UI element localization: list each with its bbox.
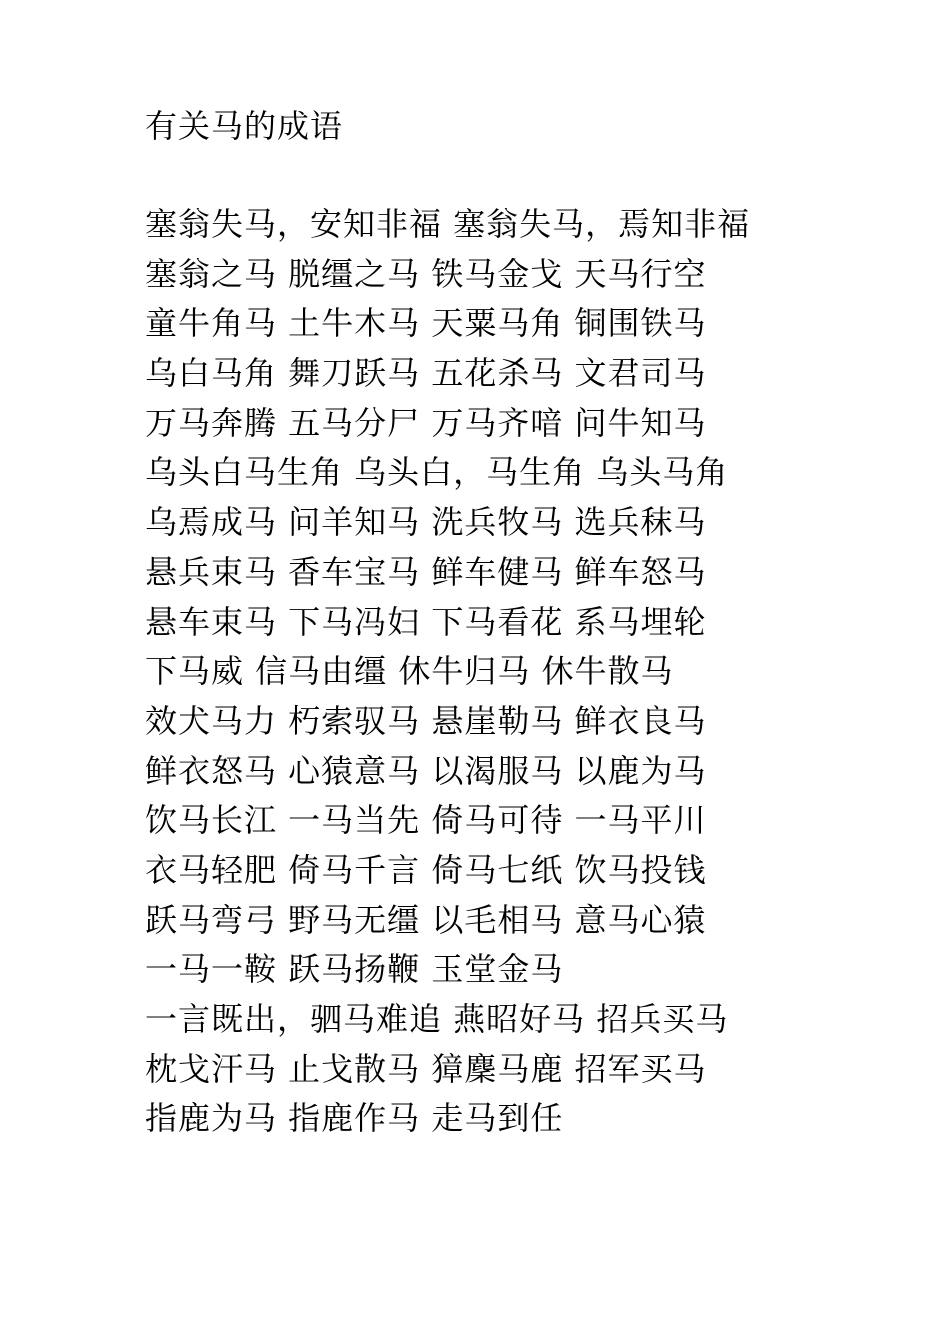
idiom-line: 乌白马角 舞刀跃马 五花杀马 文君司马: [145, 354, 707, 393]
idiom-line: 指鹿为马 指鹿作马 走马到任: [145, 1099, 564, 1138]
idiom-line: 一马一鞍 跃马扬鞭 玉堂金马: [145, 950, 564, 989]
idiom-line: 衣马轻肥 倚马千言 倚马七纸 饮马投钱: [145, 850, 707, 889]
idiom-line: 塞翁失马，安知非福 塞翁失马，焉知非福: [145, 205, 751, 243]
idiom-line: 万马奔腾 五马分尸 万马齐喑 问牛知马: [145, 403, 707, 442]
idiom-line: 悬车束马 下马冯妇 下马看花 系马埋轮: [145, 602, 707, 641]
idiom-line: 饮马长江 一马当先 倚马可待 一马平川: [145, 801, 707, 840]
idiom-line: 一言既出，驷马难追 燕昭好马 招兵买马: [145, 1000, 729, 1038]
idiom-line: 悬兵束马 香车宝马 鲜车健马 鲜车怒马: [145, 552, 707, 591]
idiom-line: 效犬马力 朽索驭马 悬崖勒马 鲜衣良马: [145, 701, 707, 740]
idiom-line: 鲜衣怒马 心猿意马 以渴服马 以鹿为马: [145, 751, 707, 790]
idiom-line: 童牛角马 土牛木马 天粟马角 铜围铁马: [145, 304, 707, 343]
idiom-list: [145, 200, 925, 1144]
idiom-line: 乌头白马生角 乌头白，马生角 乌头马角: [145, 453, 729, 492]
idiom-line: 塞翁之马 脱缰之马 铁马金戈 天马行空: [145, 254, 707, 293]
idiom-line: 枕戈汗马 止戈散马 獐麇马鹿 招军买马: [145, 1049, 707, 1088]
document-title: 有关马的成语: [145, 107, 344, 145]
idiom-line: 跃马弯弓 野马无缰 以毛相马 意马心猿: [145, 900, 707, 939]
idiom-line: 乌焉成马 问羊知马 洗兵牧马 选兵秣马: [145, 503, 707, 542]
idiom-line: 下马威 信马由缰 休牛归马 休牛散马: [145, 652, 674, 691]
